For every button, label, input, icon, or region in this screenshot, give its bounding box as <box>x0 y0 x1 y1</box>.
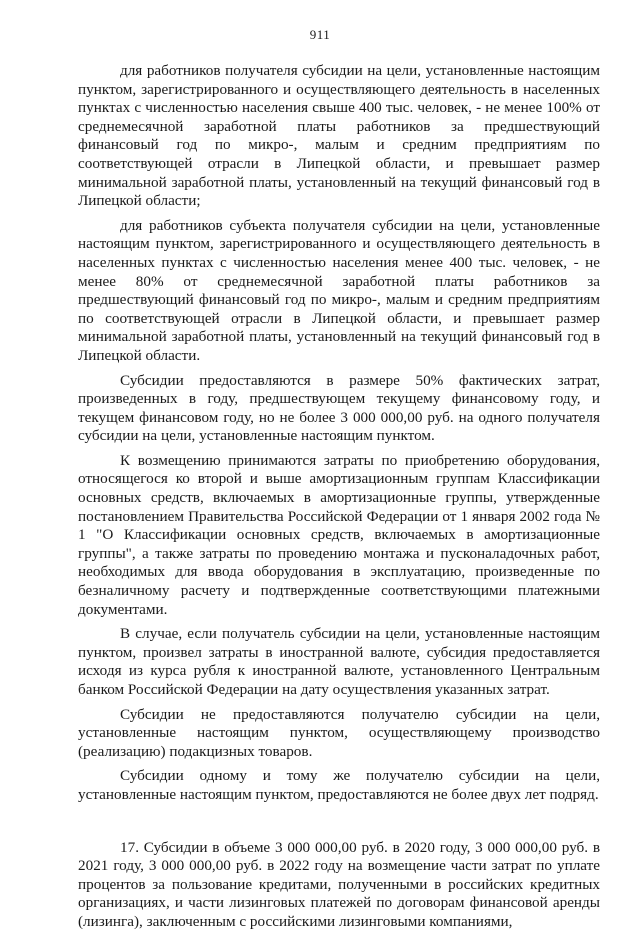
document-body <box>78 62 600 938</box>
page-number: 911 <box>309 27 331 42</box>
paragraph-wage-under-400k: для работников субъекта получателя субсидии на цели, установленные настоящим пунктом, зарегистрированного и осуществляющего деятельность в населенных пунктах с численностью населения менее 400 тыс. человек, - не менее 80% от среднемесячной заработной платы работников за предшествующий финансовый год по микро-, малым и средним предприятиям по соответствующей отрасли в Липецкой области, и превышает размер минимальной заработной платы, установленный на текущий финансовый год в Липецкой области. <box>78 216 600 364</box>
paragraph-wage-over-400k: для работников получателя субсидии на цели, установленные настоящим пунктом, зарегистрированного и осуществляющего деятельность в населенных пунктах с численностью населения свыше 400 тыс. человек, - не менее 100% от среднемесячной заработной платы работников за предшествующий финансовый год по микро-, малым и средним предприятиям по соответствующей отрасли в Липецкой области, и превышает размер минимальной заработной платы, установленный на текущий финансовый год в Липецкой области; <box>78 62 600 210</box>
paragraph-two-year-limit: Субсидии одному и тому же получателю субсидии на цели, установленные настоящим пунктом, предоставляются не более двух лет подряд. <box>78 767 600 803</box>
paragraph-reimbursable-costs: К возмещению принимаются затраты по приобретению оборудования, относящегося ко второй и выше амортизационным группам Классификации основных средств, включаемых в амортизационные группы, утвержденные постановлением Правительства Российской Федерации от 1 января 2002 года № 1 "О Классификации основных средств, включаемых в амортизационные группы", а также затраты по проведению монтажа и пусконаладочных работ, необходимых для ввода оборудования в эксплуатацию, произведенные по безналичному расчету и подтвержденные соответствующими платежными документами. <box>78 451 600 618</box>
paragraph-item-17: 17. Субсидии в объеме 3 000 000,00 руб. в 2020 году, 3 000 000,00 руб. в 2021 году, 3 000 000,00 руб. в 2022 году на возмещение части затрат по уплате процентов за пользование кредитами, полученными в российских кредитных организациях, и части лизинговых платежей по договорам финансовой аренды (лизинга), заключенным с российскими лизинговыми компаниями, <box>78 838 600 930</box>
paragraph-subsidy-amount: Субсидии предоставляются в размере 50% фактических затрат, произведенных в году, предшествующем текущему финансовому году, и текущем финансовом году, но не более 3 000 000,00 руб. на одного получателя субсидии на цели, установленные настоящим пунктом. <box>78 371 600 445</box>
paragraph-foreign-currency: В случае, если получатель субсидии на цели, установленные настоящим пунктом, произвел затраты в иностранной валюте, субсидия предоставляется исходя из курса рубля к иностранной валюте, установленного Центральным банком Российской Федерации на дату осуществления указанных затрат. <box>78 625 600 698</box>
paragraph-excise-exclusion: Субсидии не предоставляются получателю субсидии на цели, установленные настоящим пунктом, осуществляющему производство (реализацию) подакцизных товаров. <box>78 705 600 760</box>
